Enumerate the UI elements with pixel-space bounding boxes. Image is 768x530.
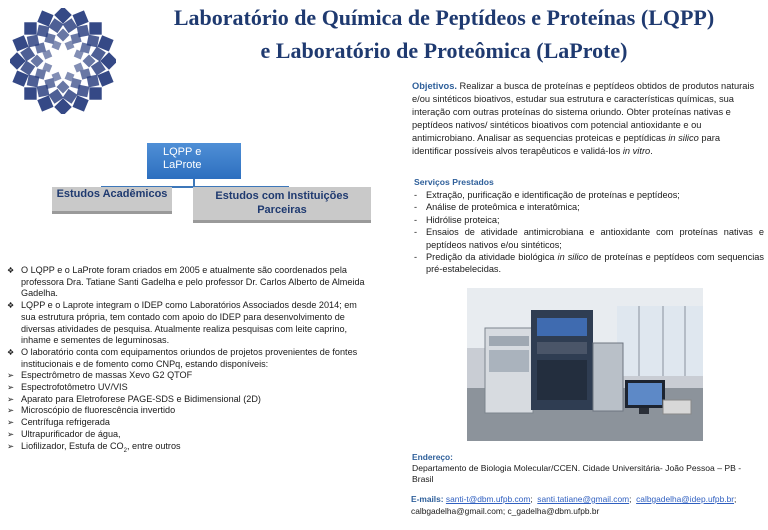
org-chart-left-box: Estudos Acadêmicos: [52, 187, 172, 214]
logo-petal: [89, 87, 101, 99]
equipment-item: ➢ Aparato para Eletroforese PAGE-SDS e Bidimensional (2D): [7, 394, 369, 406]
servico-item: - Análise de proteômica e interatômica;: [412, 201, 764, 213]
endereco-text: Departamento de Biologia Molecular/CCEN. Cidade Universitária- João Pessoa – PB - Brasil: [412, 463, 742, 484]
servicos-list: [412, 189, 764, 276]
endereco-label: Endereço:: [412, 452, 453, 462]
info-item: ❖ LQPP e o Laprote integram o IDEP como Laboratórios Associados desde 2014; em sua estrutura própria, tem contado com apoio do IDEP para desenvolvimento de diversas atividades de pesquisa. Atualmente realiza pesquisas com leite caprino, inhame e sementes de leguminosas.: [7, 300, 369, 347]
equipment-last-b: , entre outros: [126, 440, 181, 451]
objetivos-italic-2: in vitro: [622, 145, 651, 156]
objetivos-paragraph: [412, 80, 762, 157]
objetivos-italic-1: in silico: [668, 132, 699, 143]
org-chart-right-box: Estudos com Instituições Parceiras: [193, 187, 371, 223]
info-item: ❖ O laboratório conta com equipamentos oriundos de projetos provenientes de fontes institucionais e de fomento como CNPq, estando disponíveis:: [7, 347, 369, 370]
servico-item-5-a: Predição da atividade biológica: [426, 252, 558, 263]
objetivos-text-b: para identificar possíveis alvos terapêuticos e validá-los: [412, 132, 721, 156]
emails-label: E-mails:: [411, 494, 444, 504]
objetivos-text-end: .: [650, 145, 653, 156]
emails-plain: calbgadelha@gmail.com; c_gadelha@dbm.ufpb.br: [411, 506, 600, 517]
logo-petal: [24, 22, 36, 34]
servico-item-5-italic: in silico: [557, 252, 589, 263]
servico-item: [412, 251, 764, 276]
equipment-item: ➢ Espectrômetro de massas Xevo G2 QTOF: [7, 370, 369, 382]
equipment-last-sub: 2: [123, 447, 127, 454]
page-title-line-1: Laboratório de Química de Peptídeos e Proteínas (LQPP): [173, 5, 715, 30]
servico-item: - Extração, purificação e identificação de proteínas e peptídeos;: [412, 189, 764, 201]
servico-item: - Hidrólise proteica;: [412, 214, 764, 226]
equipment-item: ➢ Centrífuga refrigerada: [7, 417, 369, 429]
logo-center: [55, 53, 71, 69]
objetivos-text-a: Realizar a busca de proteínas e peptídeos obtidos de produtos naturais e/ou sintéticos bioativos, estudar sua estrutura e características químicas, sua interação com outras proteínas do sistema oriundo. Obter proteínas nativas e peptídeos nativos/ sintéticos bioativos com potencial antioxidante e ou antimicrobiano. Analisar as sequencias proteicas e peptídicas: [412, 81, 755, 143]
lab-equipment-photo: [467, 288, 703, 441]
equipment-last-a: Liofilizador, Estufa de CO: [21, 440, 124, 451]
servicos-title: Serviços Prestados: [414, 177, 494, 187]
emails-block: E-mails: santi-t@dbm.ufpb.com; santi.tatiane@gmail.com; calbgadelha@idep.ufpb.br; calbgadelha@gmail.com; c_gadelha@dbm.ufpb.br: [411, 494, 737, 517]
info-list: [7, 265, 369, 457]
page-title-line-2: e Laboratório de Proteômica (LaProte): [260, 38, 628, 63]
objetivos-label: Objetivos.: [412, 81, 457, 91]
servico-item: - Ensaios de atividade antimicrobiana e antioxidante com proteínas nativas e peptídeos nativos e/ou sintéticos;: [412, 226, 764, 251]
email-link[interactable]: calbgadelha@idep.ufpb.br: [636, 494, 735, 504]
equipment-item: ➢ Microscópio de fluorescência invertido: [7, 405, 369, 417]
equipment-item: [7, 441, 369, 458]
equipment-item: ➢ Espectrofotômetro UV/VIS: [7, 382, 369, 394]
email-link[interactable]: santi.tatiane@gmail.com: [537, 494, 630, 504]
servico-item-5-b: de proteínas e peptídeos com sequencias pré-estabelecidas.: [426, 252, 764, 275]
info-item: ❖ O LQPP e o LaProte foram criados em 2005 e atualmente são coordenados pela professora Dra. Tatiane Santi Gadelha e pelo professor Dr. Carlos Alberto de Almeida Gadelha.: [7, 265, 369, 300]
lab-logo: [10, 8, 116, 114]
equipment-item: ➢ Ultrapurificador de água,: [7, 429, 369, 441]
logo-petal: [89, 22, 101, 34]
org-chart-top-box: LQPP e LaProte: [147, 143, 241, 179]
email-link[interactable]: santi-t@dbm.ufpb.com: [445, 494, 531, 504]
logo-petal: [24, 87, 36, 99]
